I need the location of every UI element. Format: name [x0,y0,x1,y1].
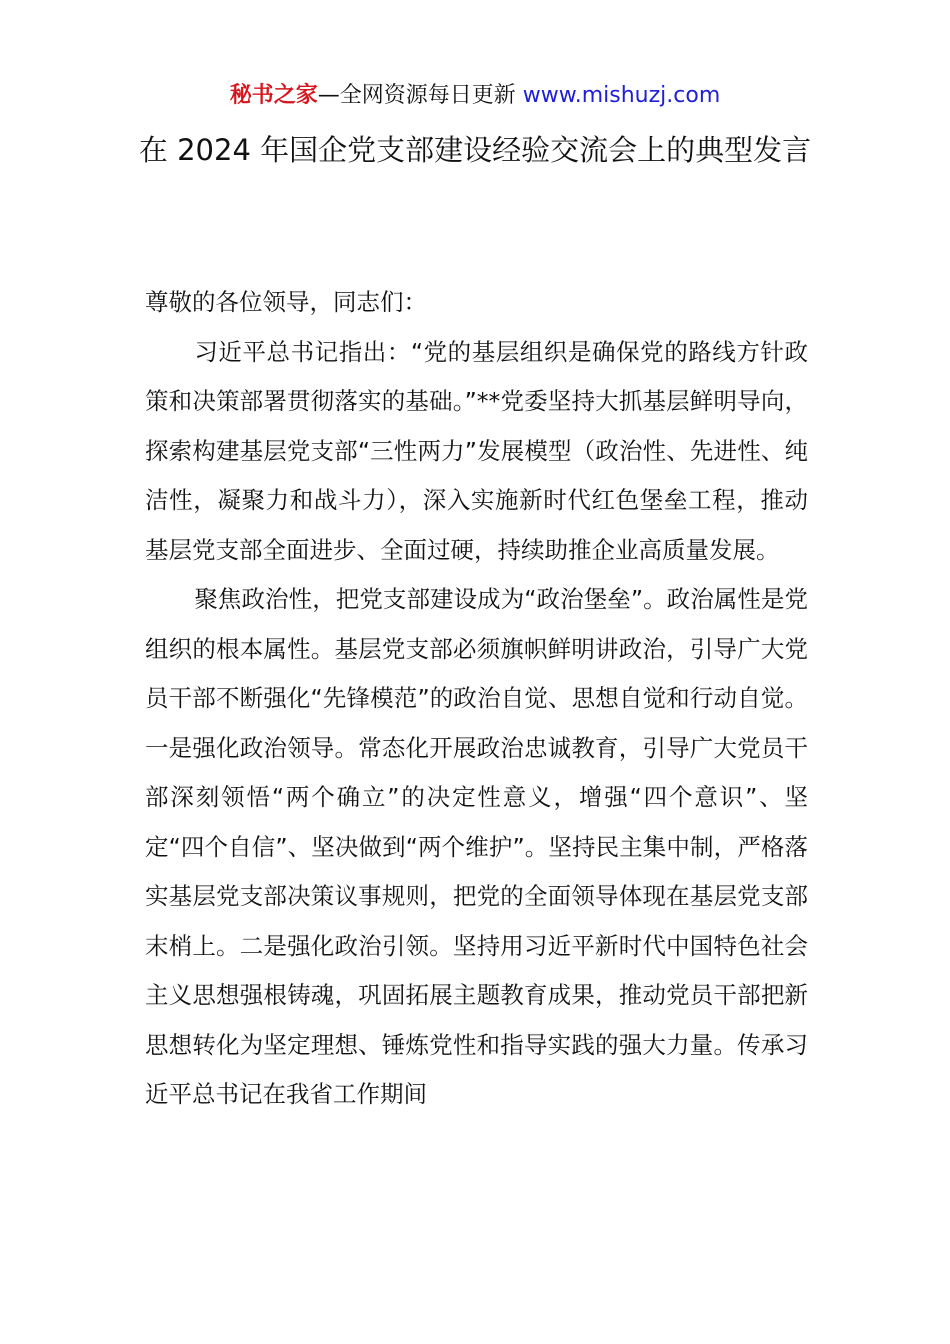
document-title: 在 2024 年国企党支部建设经验交流会上的典型发言 [138,133,812,167]
header-tagline: —全网资源每日更新 [317,83,523,108]
salutation: 尊敬的各位领导，同志们： [145,288,427,316]
paragraph-1: 习近平总书记指出：“党的基层组织是确保党的路线方针政策和决策部署贯彻落实的基础。”**党委坚持大抓基层鲜明导向，探索构建基层党支部“三性两力”发展模型（政治性、先进性、纯洁性，凝聚力和战斗力），深入实施新时代红色堡垒工程，推动基层党支部全面进步、全面过硬，持续助推企业高质量发展。 [145,337,808,564]
header-brand: 秘书之家 [229,83,318,108]
paragraph-2: 聚焦政治性，把党支部建设成为“政治堡垒”。政治属性是党组织的根本属性。基层党支部必须旗帜鲜明讲政治，引导广大党员干部不断强化“先锋模范”的政治自觉、思想自觉和行动自觉。一是强化政治领导。常态化开展政治忠诚教育，引导广大党员干部深刻领悟“两个确立”的决定性意义，增强“四个意识”、坚定“四个自信”、坚决做到“两个维护”。坚持民主集中制，严格落实基层党支部决策议事规则，把党的全面领导体现在基层党支部末梢上。二是强化政治引领。坚持用习近平新时代中国特色社会主义思想强根铸魂，巩固拓展主题教育成果，推动党员干部把新思想转化为坚定理想、锤炼党性和指导实践的强大力量。传承习近平总书记在我省工作期间 [145,585,808,1108]
document-body [145,278,808,1120]
header-site-link[interactable]: www.mishuzj.com [522,83,721,108]
page-header [0,80,950,112]
